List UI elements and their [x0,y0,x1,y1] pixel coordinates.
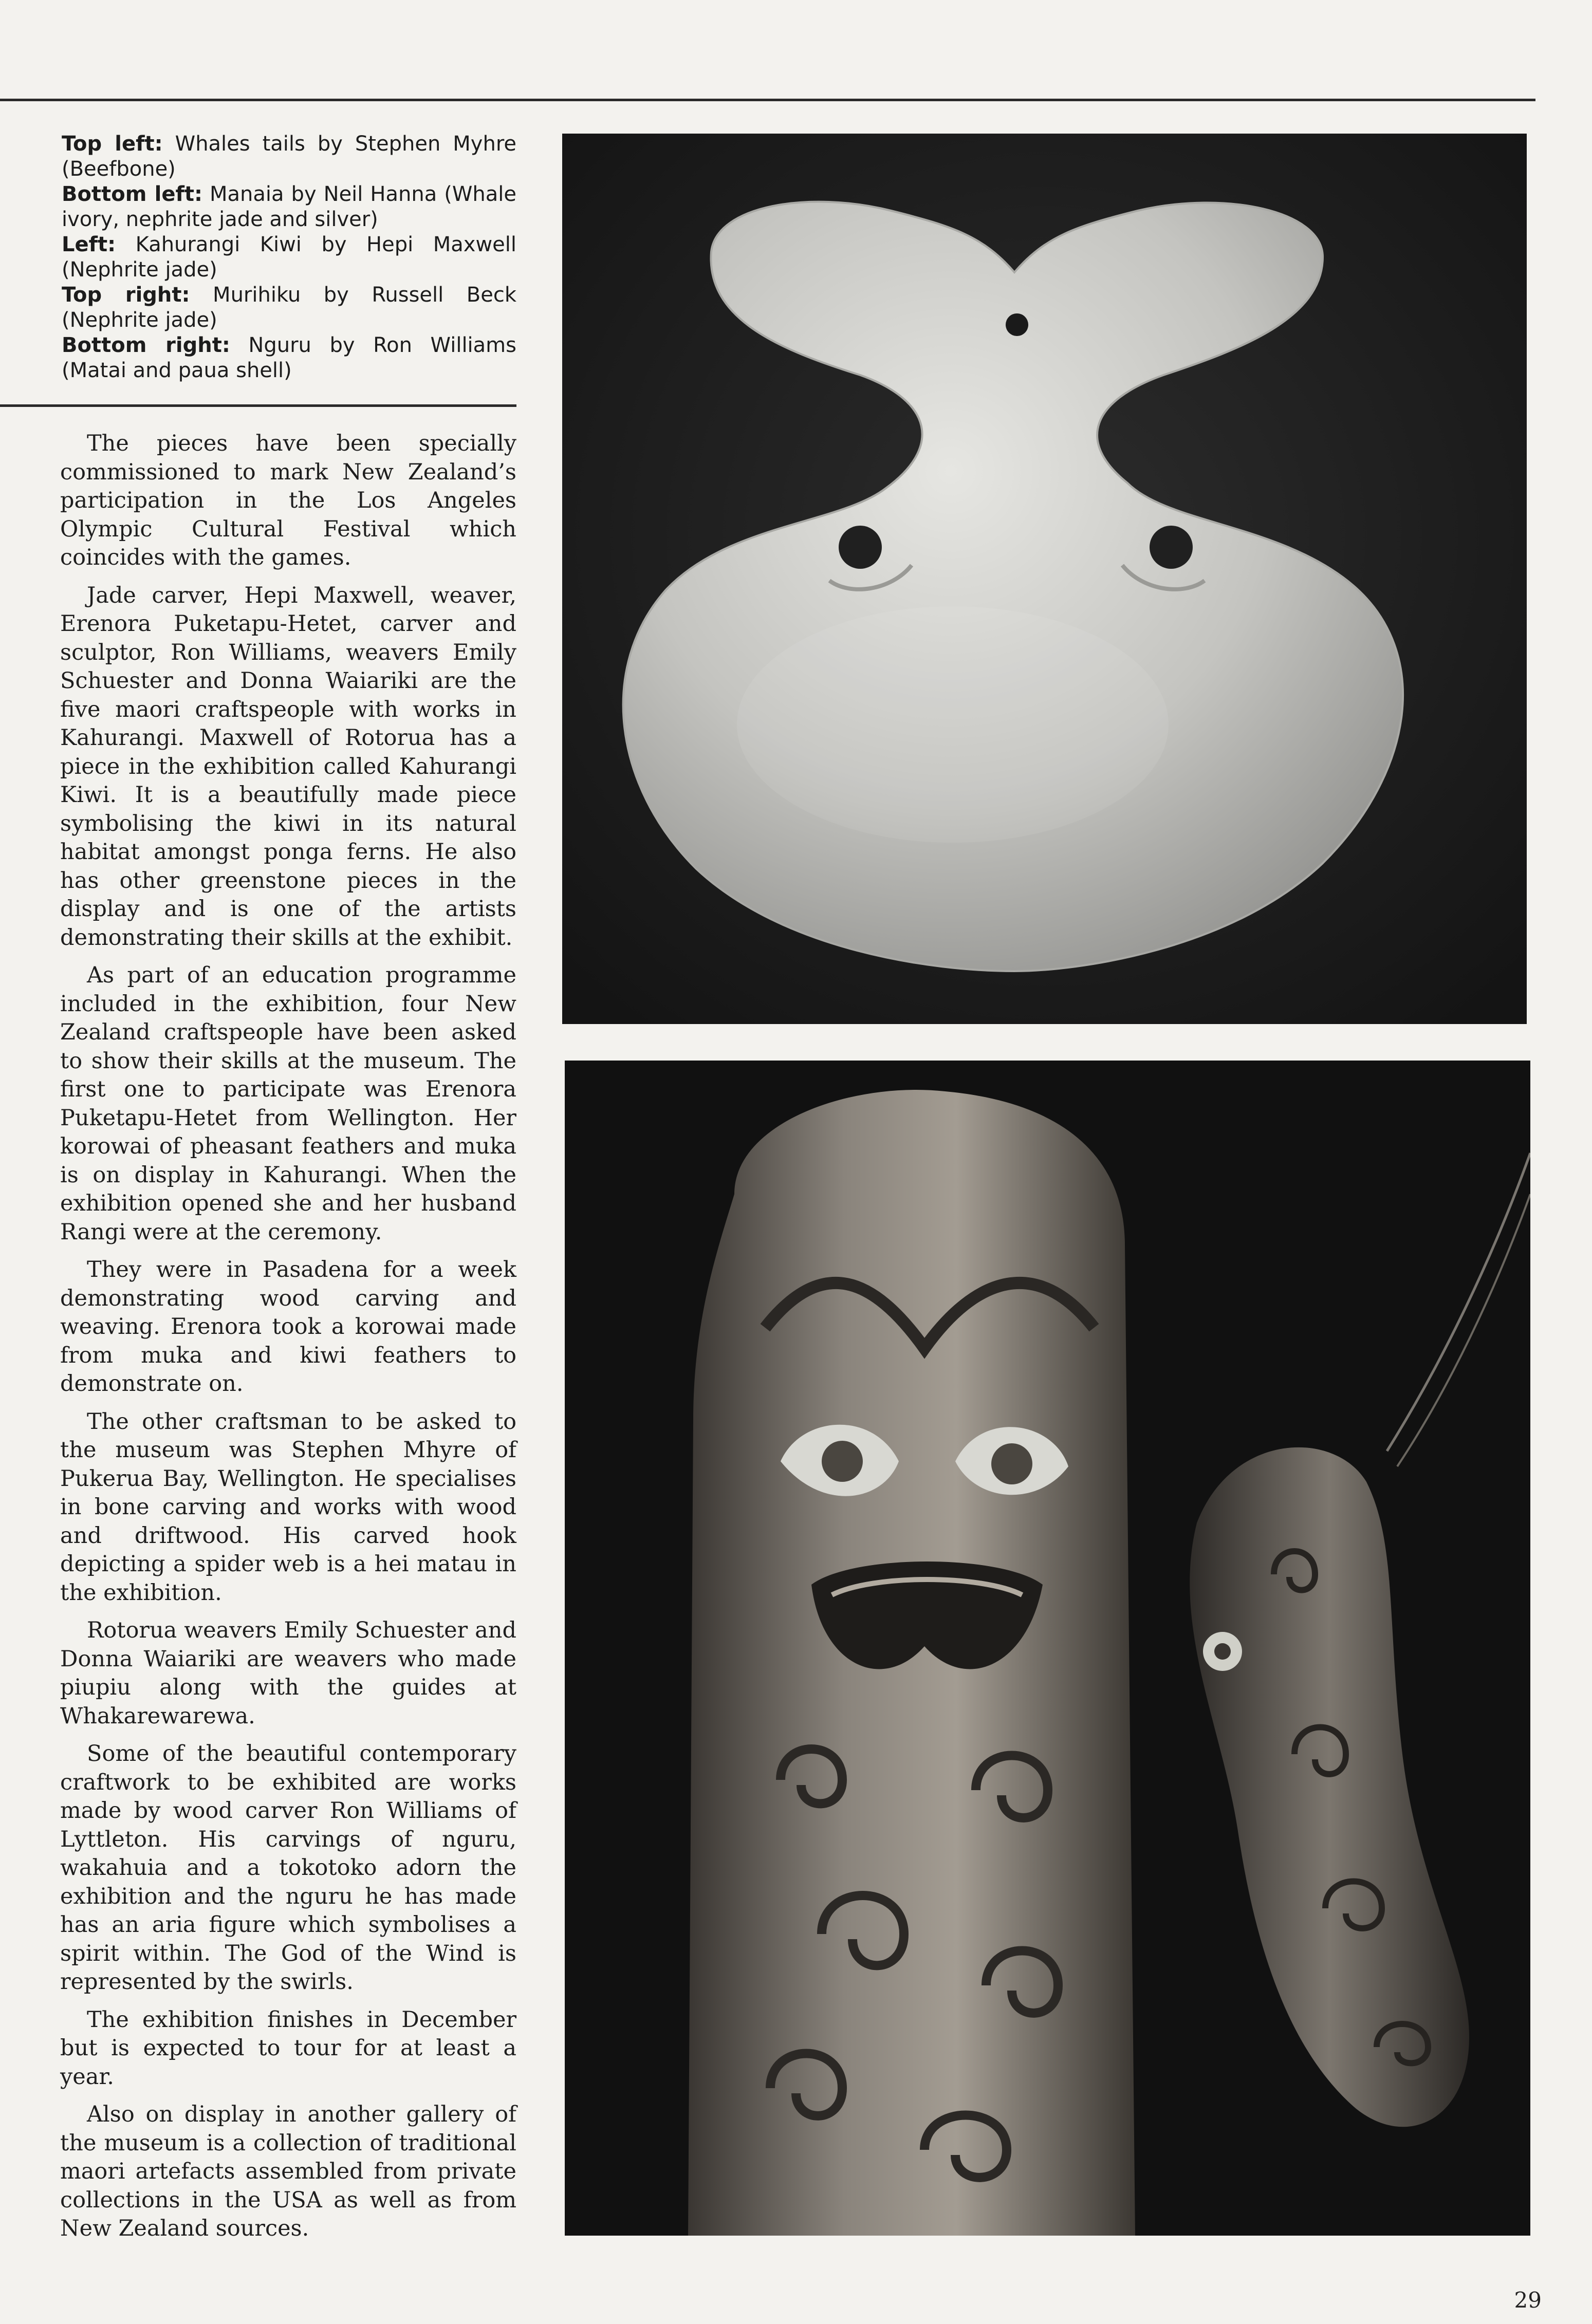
photo-captions [62,132,516,383]
caption-label: Bottom right: [62,333,230,357]
pendant-right-eye-hole [1150,526,1193,569]
photo-carved-nguru [565,1061,1530,2236]
article-paragraph: Some of the beautiful contemporary craftwork to be exhibited are works made by wood carver Ron Williams of Lyttleton. His carvings of nguru, wakahuia and a tokotoko adorn the exhibition and the nguru he has made has an aria figure which symbolises a spirit within. The God of the Wind is represented by the swirls. [60,1741,516,1995]
article-paragraph: The exhibition finishes in December but is expected to tour for at least a year. [60,2006,516,2090]
article-paragraph: As part of an education programme included in the exhibition, four New Zealand craftspeople have been asked to show their skills at the museum. The first one to participate was Erenora Puketapu-Hetet from Wellington. Her korowai of pheasant feathers and muka is on display in Kahurangi. When the exhibition opened she and her husband Rangi were at the ceremony. [60,962,516,1245]
page-number: 29 [1514,2288,1542,2313]
article-body [60,430,516,2253]
jade-pendant-illustration [562,134,1527,1024]
carved-nguru-illustration [565,1061,1530,2236]
article-paragraph: Also on display in another gallery of the museum is a collection of traditional maori artefacts assembled from private collections in the USA as well as from New Zealand sources. [60,2102,516,2241]
caption-text: Manaia by Neil Hanna (Whale ivory, nephrite jade and silver) [62,182,517,231]
caption-rule [0,404,516,407]
caption-bottom-left [62,182,516,232]
article-paragraph: Jade carver, Hepi Maxwell, weaver, Erenora Puketapu-Hetet, carver and sculptor, Ron Williams, weavers Emily Schuester and Donna Waiariki are the five maori craftspeople with works in Kahurangi. Maxwell of Rotorua has a piece in the exhibition called Kahurangi Kiwi. It is a beautifully made piece symbolising the kiwi in its natural habitat amongst ponga ferns. He also has other greenstone pieces in the display and is one of the artists demonstrating their skills at the exhibit. [60,582,516,951]
article-paragraph: The pieces have been specially commissioned to mark New Zealand’s participation in the Los Angeles Olympic Cultural Festival which coincides with the games. [60,431,516,570]
caption-label: Top right: [62,283,190,307]
caption-text: Nguru by Ron Williams (Matai and paua shell) [62,333,516,382]
caption-text: Kahurangi Kiwi by Hepi Maxwell (Nephrite jade) [62,233,516,282]
pendant-left-eye-hole [839,526,882,569]
caption-text: Whales tails by Stephen Myhre (Beefbone) [62,132,516,181]
caption-left [62,232,516,283]
caption-label: Left: [62,233,116,256]
large-nguru [688,1090,1135,2236]
caption-text: Murihiku by Russell Beck (Nephrite jade) [62,283,516,332]
caption-top-left [62,132,516,182]
top-rule [0,99,1535,101]
article-paragraph: They were in Pasadena for a week demonstrating wood carving and weaving. Erenora took a korowai made from muka and kiwi feathers to demonstrate on. [60,1257,516,1397]
article-paragraph: The other craftsman to be asked to the museum was Stephen Mhyre of Pukerua Bay, Wellington. He specialises in bone carving and works with wood and driftwood. His carved hook depicting a spider web is a hei matau in the exhibition. [60,1408,516,1606]
photo-jade-pendant [562,134,1527,1024]
caption-top-right [62,283,516,333]
caption-bottom-right [62,333,516,383]
caption-label: Bottom left: [62,182,202,206]
article-paragraph: Rotorua weavers Emily Schuester and Donna Waiariki are weavers who made piupiu along with the guides at Whakarewarewa. [60,1617,516,1729]
pendant-suspension-hole [1006,313,1028,336]
caption-label: Top left: [62,132,163,156]
